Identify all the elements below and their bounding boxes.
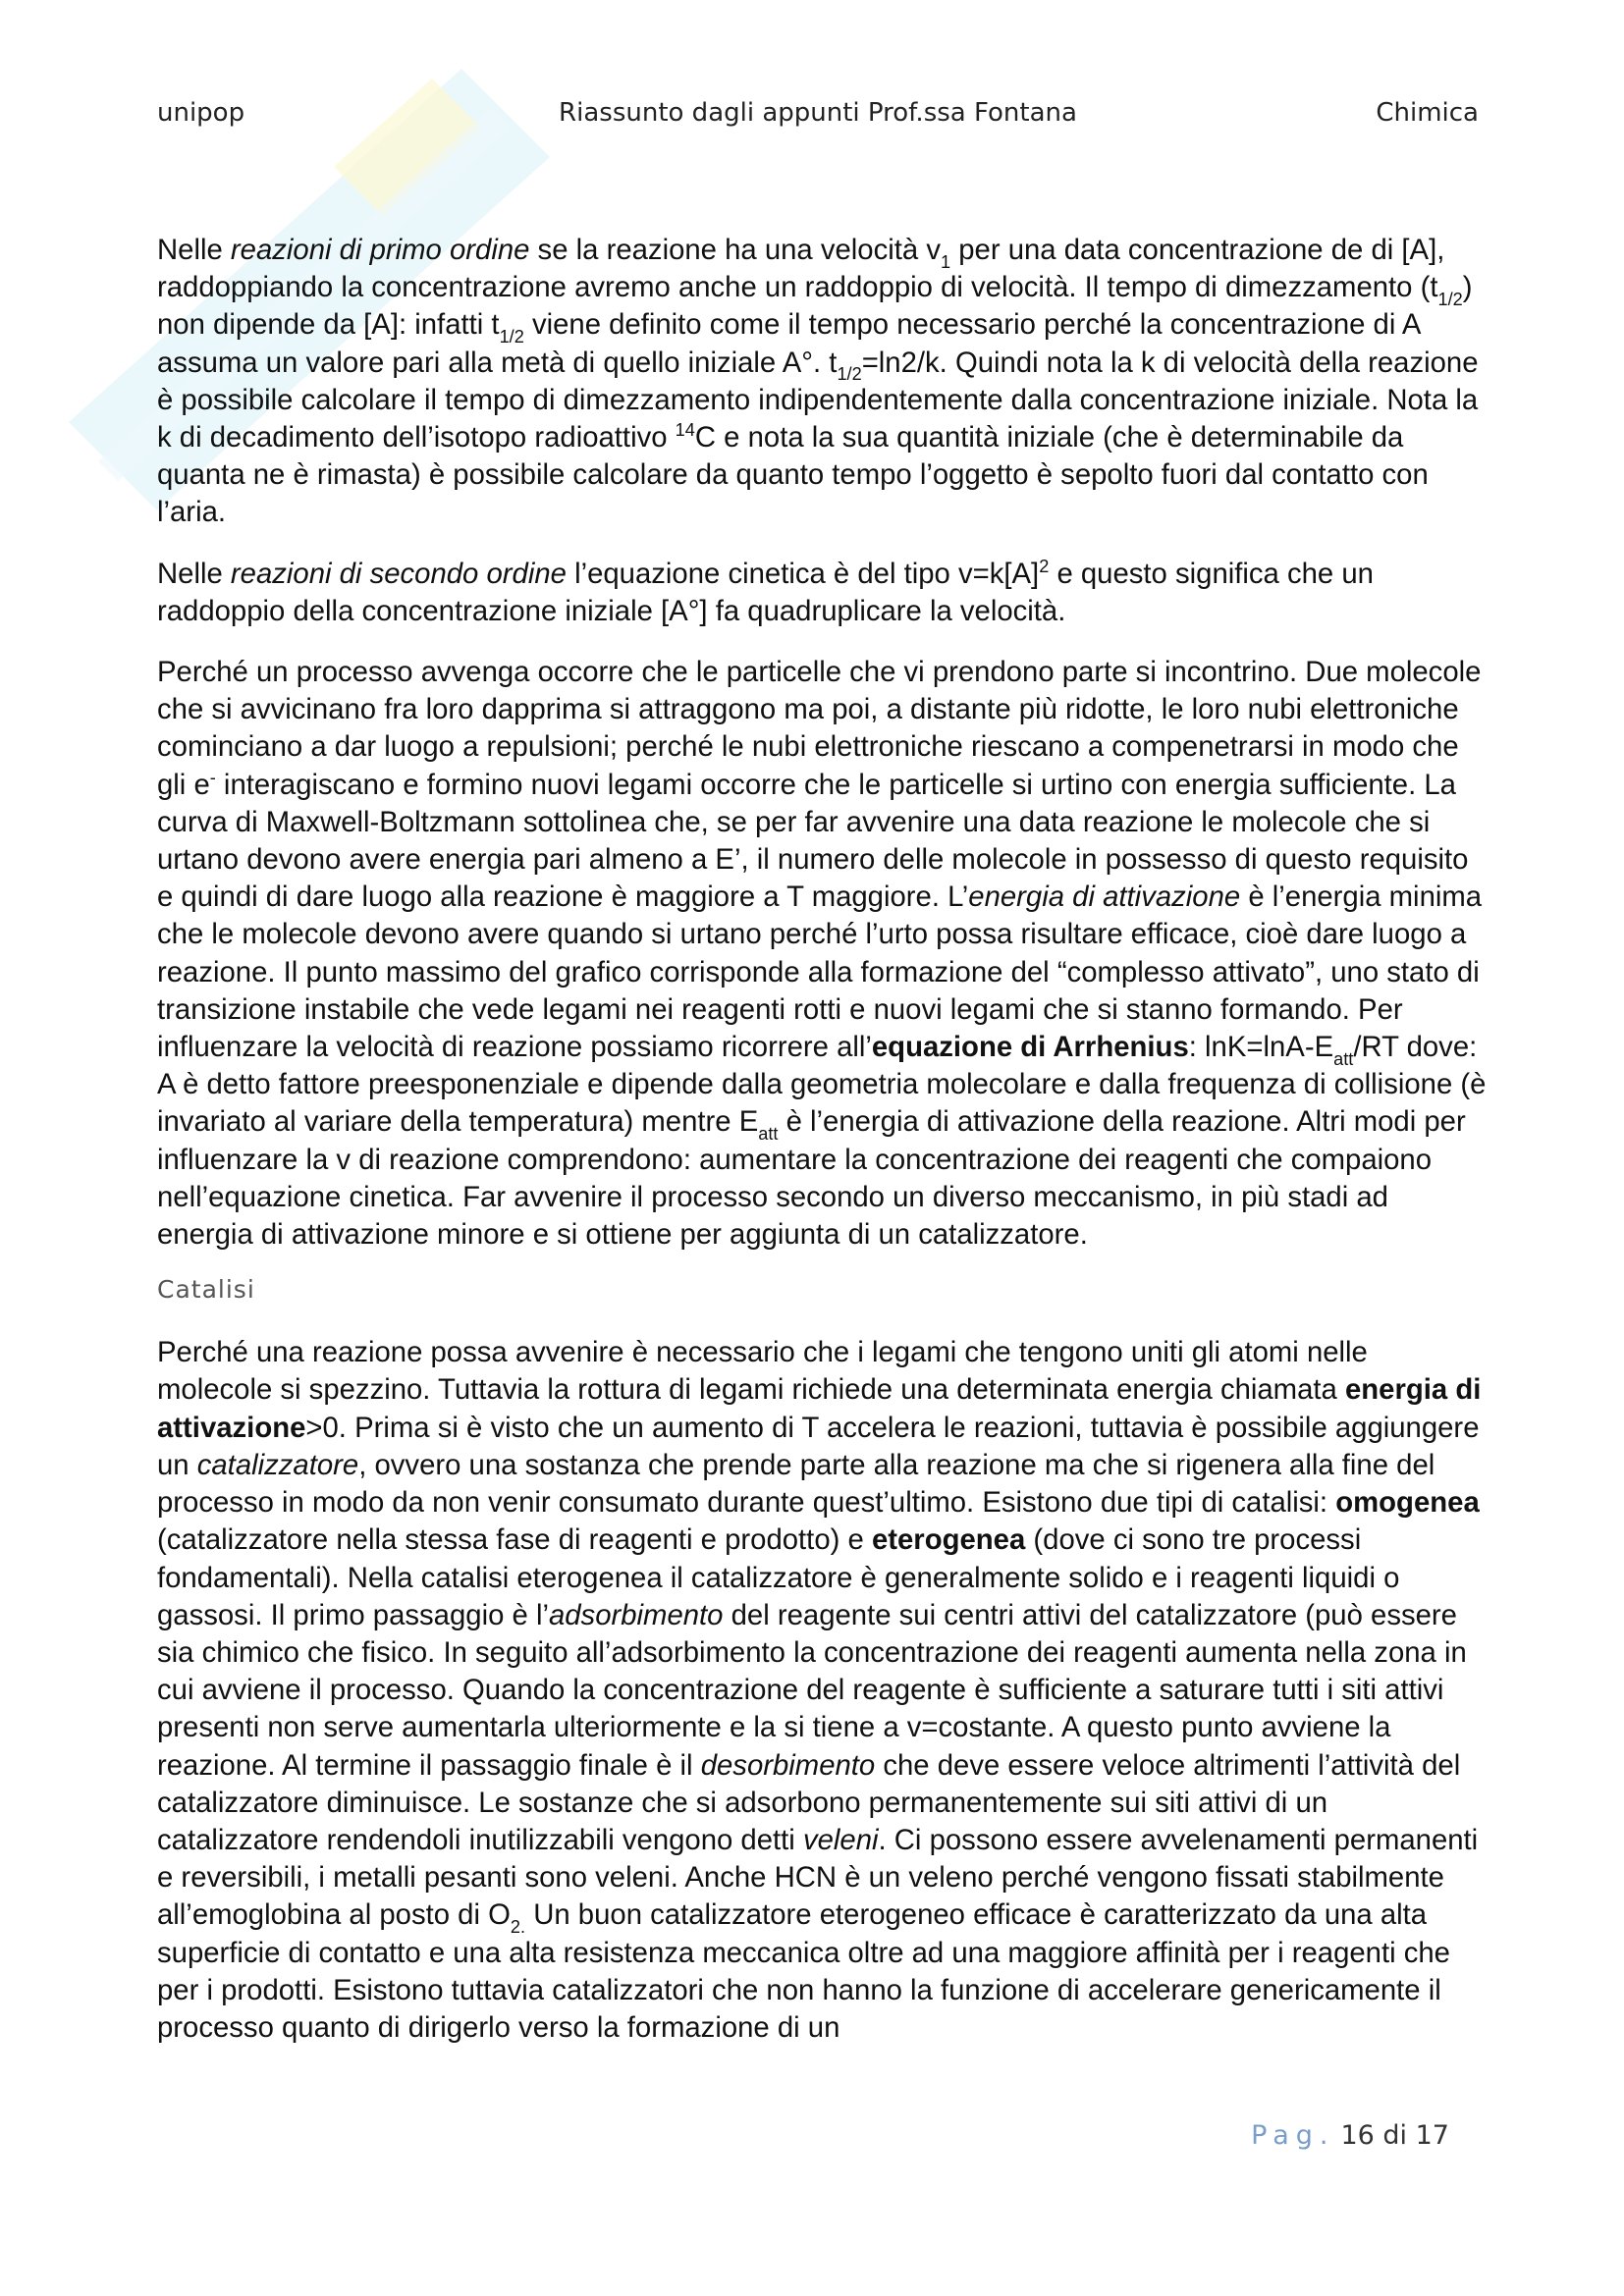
paragraph-activation-energy: Perché un processo avvenga occorre che le particelle che vi prendono parte si incontrino. Due molecole che si avvicinano fra loro dapprima si attraggono ma poi, a distante più ridotte, le loro nubi elettroniche cominciano a dar luogo a repulsioni; perché le nubi elettroniche riescano a compenetrarsi in modo che gli e- interagiscano e formino nuovi legami occorre che le particelle si urtino con energia sufficiente. La curva di Maxwell-Boltzmann sottolinea che, se per far avvenire una data reazione le molecole che si urtano devono avere energia pari almeno a E’, il numero delle molecole in possesso di questo requisito e quindi di dare luogo alla reazione è maggiore a T maggiore. L’energia di attivazione è l’energia minima che le molecole devono avere quando si urtano perché l’urto possa risultare efficace, cioè dare luogo a reazione. Il punto massimo del grafico corrisponde alla formazione del “complesso attivato”, uno stato di transizione instabile che vede legami nei reagenti rotti e nuovi legami che si stanno formando. Per influenzare la velocità di reazione possiamo ricorrere all’equazione di Arrhenius: $\ln K=\ln A-E_{att}/RT$ dove: A è detto fattore preesponenziale e dipende dalla geometria molecolare e dalla frequenza di collisione (è invariato al variare della temperatura) mentre $E_{att}$ è l’energia di attivazione della reazione. Altri modi per influenzare la v di reazione comprendono: aumentare la concentrazione dei reagenti che compaiono nell’equazione cinetica. Far avvenire il processo secondo un diverso meccanismo, in più stadi ad energia di attivazione minore e si ottiene per aggiunta di un catalizzatore.	[157, 656, 1487, 1252]
page-header	[157, 98, 1479, 137]
header-left: unipop	[157, 98, 245, 128]
paragraph-first-order: Nelle reazioni di primo ordine se la reazione ha una velocità $v_1$ per una data concentrazione de di [A], raddoppiando la concentrazione avremo anche un raddoppio di velocità. Il tempo di dimezzamento $(t_{1/2})$ non dipende da [A]: infatti $t_{1/2}$ viene definito come il tempo necessario perché la concentrazione di A assuma un valore pari alla metà di quello iniziale A°. $t_{1/2}=\ln 2/k$. Quindi nota la k di velocità della reazione è possibile calcolare il tempo di dimezzamento indipendentemente dalla concentrazione iniziale. Nota la k di decadimento dell’isotopo radioattivo $^{14}$C e nota la sua quantità iniziale (che è determinabile da quanta ne è rimasta) è possibile calcolare da quanto tempo l’oggetto è sepolto fuori dal contatto con l’aria.	[157, 234, 1479, 529]
document-body	[157, 232, 1488, 2070]
page-label: Pag.	[1251, 2120, 1335, 2151]
header-center: Riassunto dagli appunti Prof.ssa Fontana	[559, 98, 1077, 128]
paragraph-catalysis: Perché una reazione possa avvenire è necessario che i legami che tengono uniti gli atomi nelle molecole si spezzino. Tuttavia la rottura di legami richiede una determinata energia chiamata energia di attivazione>0. Prima si è visto che un aumento di T accelera le reazioni, tuttavia è possibile aggiungere un catalizzatore, ovvero una sostanza che prende parte alla reazione ma che si rigenera alla fine del processo in modo da non venir consumato durante quest’ultimo. Esistono due tipi di catalisi: omogenea (catalizzatore nella stessa fase di reagenti e prodotto) e eterogenea (dove ci sono tre processi fondamentali). Nella catalisi eterogenea il catalizzatore è generalmente solido e i reagenti liquidi o gassosi. Il primo passaggio è l’adsorbimento del reagente sui centri attivi del catalizzatore (può essere sia chimico che fisico. In seguito all’adsorbimento la concentrazione dei reagenti aumenta nella zona in cui avviene il processo. Quando la concentrazione del reagente è sufficiente a saturare tutti i siti attivi presenti non serve aumentarla ulteriormente e la si tiene a v=costante. A questo punto avviene la reazione. Al termine il passaggio finale è il desorbimento che deve essere veloce altrimenti l’attività del catalizzatore diminuisce. Le sostanze che si adsorbono permanentemente sui siti attivi di un catalizzatore rendendoli inutilizzabili vengono detti veleni. Ci possono essere avvelenamenti permanenti e reversibili, i metalli pesanti sono veleni. Anche HCN è un veleno perché vengono fissati stabilmente all’emoglobina al posto di $O_{2.}$ Un buon catalizzatore eterogeneo efficace è caratterizzato da una alta superficie di contatto e una alta resistenza meccanica oltre ad una maggiore affinità per i reagenti che per i prodotti. Esistono tuttavia catalizzatori che non hanno la funzione di accelerare genericamente il processo quanto di dirigerlo verso la formazione di un	[157, 1336, 1482, 2044]
section-heading-catalisi: Catalisi	[157, 1275, 255, 1305]
header-right: Chimica	[1376, 98, 1479, 128]
page-footer	[1251, 2120, 1449, 2151]
paragraph-second-order: Nelle reazioni di secondo ordine l’equazione cinetica è del tipo $v=k[A]^2$ e questo significa che un raddoppio della concentrazione iniziale [A°] fa quadruplicare la velocità.	[157, 556, 1374, 627]
page-number: 16 di 17	[1340, 2120, 1449, 2151]
